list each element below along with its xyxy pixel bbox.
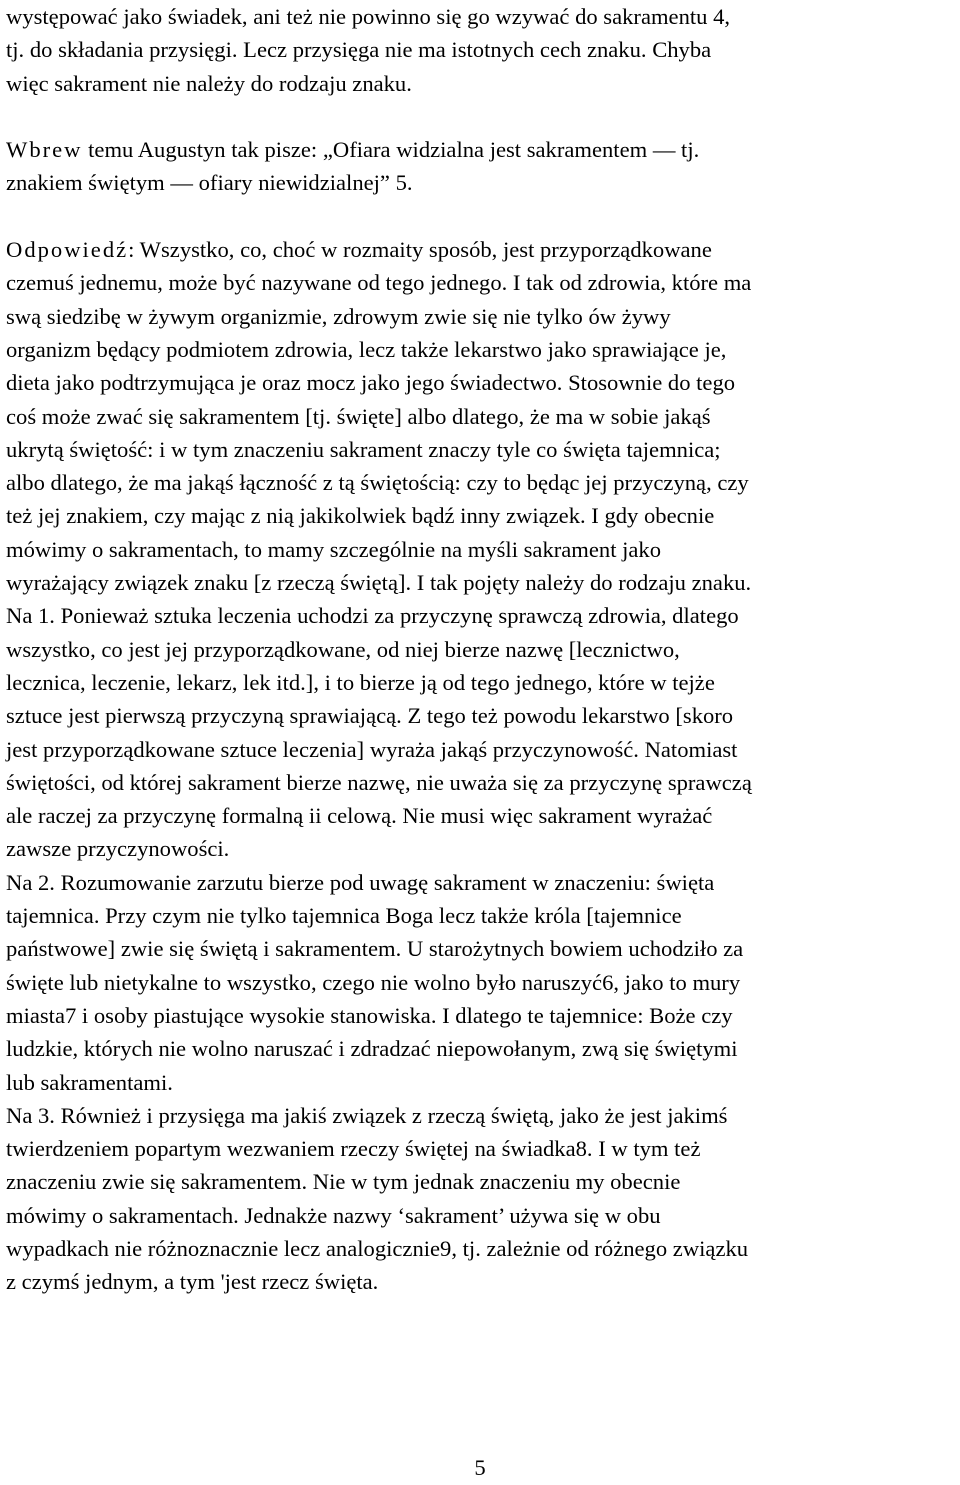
text-line: ludzkie, których nie wolno naruszać i zdradzać niepowołanym, zwą się świętymi [6,1036,738,1062]
text-line: albo dlatego, że ma jakąś łączność z tą świętością: czy to będąc jej przyczyną, czy [6,470,749,496]
paragraph-gap [6,200,956,233]
text-line: z czymś jednym, a tym 'jest rzecz święta. [6,1269,379,1295]
text-line [6,133,956,166]
text-line: mówimy o sakramentach, to mamy szczególnie na myśli sakrament jako [6,536,662,562]
paragraph-response [6,233,956,1332]
text-line: swą siedzibę w żywym organizmie, zdrowym zwie się nie tylko ów żywy [6,303,671,329]
response-label: Odpowiedź [6,237,129,263]
text-line: występować jako świadek, ani też nie powinno się go wzywać do sakramentu 4, [6,4,731,29]
text-line: znaczeniu zwie się sakramentem. Nie w tym jednak znaczeniu my obecnie [6,1169,681,1195]
paragraph-sed-contra [6,133,956,200]
text-line: jest przyporządkowane sztuce leczenia] wyraża jakąś przyczynowość. Natomiast [6,736,738,762]
text-line: wszystko, co jest jej przyporządkowane, od niej bierze nazwę [lecznictwo, [6,636,680,662]
text-line: coś może zwać się sakramentem [tj. święte] albo dlatego, że ma w sobie jakąś [6,403,711,429]
text-line: lecznica, leczenie, lekarz, lek itd.], i to bierze ją od tego jednego, które w tejże [6,669,715,695]
text-line [6,1299,956,1332]
text-line: tajemnica. Przy czym nie tylko tajemnica Boga lecz także króla [tajemnice [6,903,682,929]
text-line [6,233,956,266]
text-line: Na 3. Również i przysięga ma jakiś związek z rzeczą świętą, jako że jest jakimś [6,1102,728,1128]
text-line: twierdzeniem popartym wezwaniem rzeczy świętej na świadka8. I w tym też [6,1136,701,1162]
text-fragment: temu Augustyn tak pisze: „Ofiara widzialna jest sakramentem — tj. [82,137,700,163]
text-line: mówimy o sakramentach. Jednakże nazwy ‘sakrament’ używa się w obu [6,1202,661,1228]
sed-contra-label: Wbrew [6,137,83,163]
text-line: wyrażający związek znaku [z rzeczą świętą]. I tak pojęty należy do rodzaju znaku. [6,570,752,596]
text-line: lub sakramentami. [6,1069,173,1095]
text-line: Na 2. Rozumowanie zarzutu bierze pod uwagę sakrament w znaczeniu: święta [6,869,715,895]
text-line: dieta jako podtrzymująca je oraz mocz jako jego świadectwo. Stosownie do tego [6,370,736,396]
paragraph-gap [6,100,956,133]
text-line: sztuce jest pierwszą przyczyną sprawiającą. Z tego też powodu lekarstwo [skoro [6,703,734,729]
text-line: państwowe] zwie się świętą i sakramentem. U starożytnych bowiem uchodziło za [6,936,744,962]
text-line: ukrytą świętość: i w tym znaczeniu sakrament znaczy tyle co święta tajemnica; [6,436,721,462]
text-line: czemuś jednemu, może być nazywane od tego jednego. I tak od zdrowia, które ma [6,270,752,296]
document-page [6,0,956,1332]
text-fragment: : Wszystko, co, choć w rozmaity sposób, jest przyporządkowane [128,237,712,263]
page-number: 5 [474,1455,486,1480]
text-line: ale raczej za przyczynę formalną ii celową. Nie musi więc sakrament wyrażać [6,803,713,829]
paragraph-objection-end [6,0,956,100]
text-line: święte lub nietykalne to wszystko, czego nie wolno było naruszyć6, jako to mury [6,969,741,995]
text-line: znakiem świętym — ofiary niewidzialnej” 5. [6,170,413,196]
text-line: tj. do składania przysięgi. Lecz przysięga nie ma istotnych cech znaku. Chyba [6,37,712,63]
text-line: miasta7 i osoby piastujące wysokie stanowiska. I dlatego te tajemnice: Boże czy [6,1002,733,1028]
text-line: Na 1. Ponieważ sztuka leczenia uchodzi za przyczynę sprawczą zdrowia, dlatego [6,603,739,629]
text-line: świętości, od której sakrament bierze nazwę, nie uważa się za przyczynę sprawczą [6,769,752,795]
text-line: zawsze przyczynowości. [6,836,230,862]
text-line: wypadkach nie różnoznacznie lecz analogicznie9, tj. zależnie od różnego związku [6,1235,749,1261]
text-line: organizm będący podmiotem zdrowia, lecz także lekarstwo jako sprawiające je, [6,336,727,362]
text-line: też jej znakiem, czy mając z nią jakikolwiek bądź inny związek. I gdy obecnie [6,503,715,529]
text-line: więc sakrament nie należy do rodzaju znaku. [6,70,412,96]
